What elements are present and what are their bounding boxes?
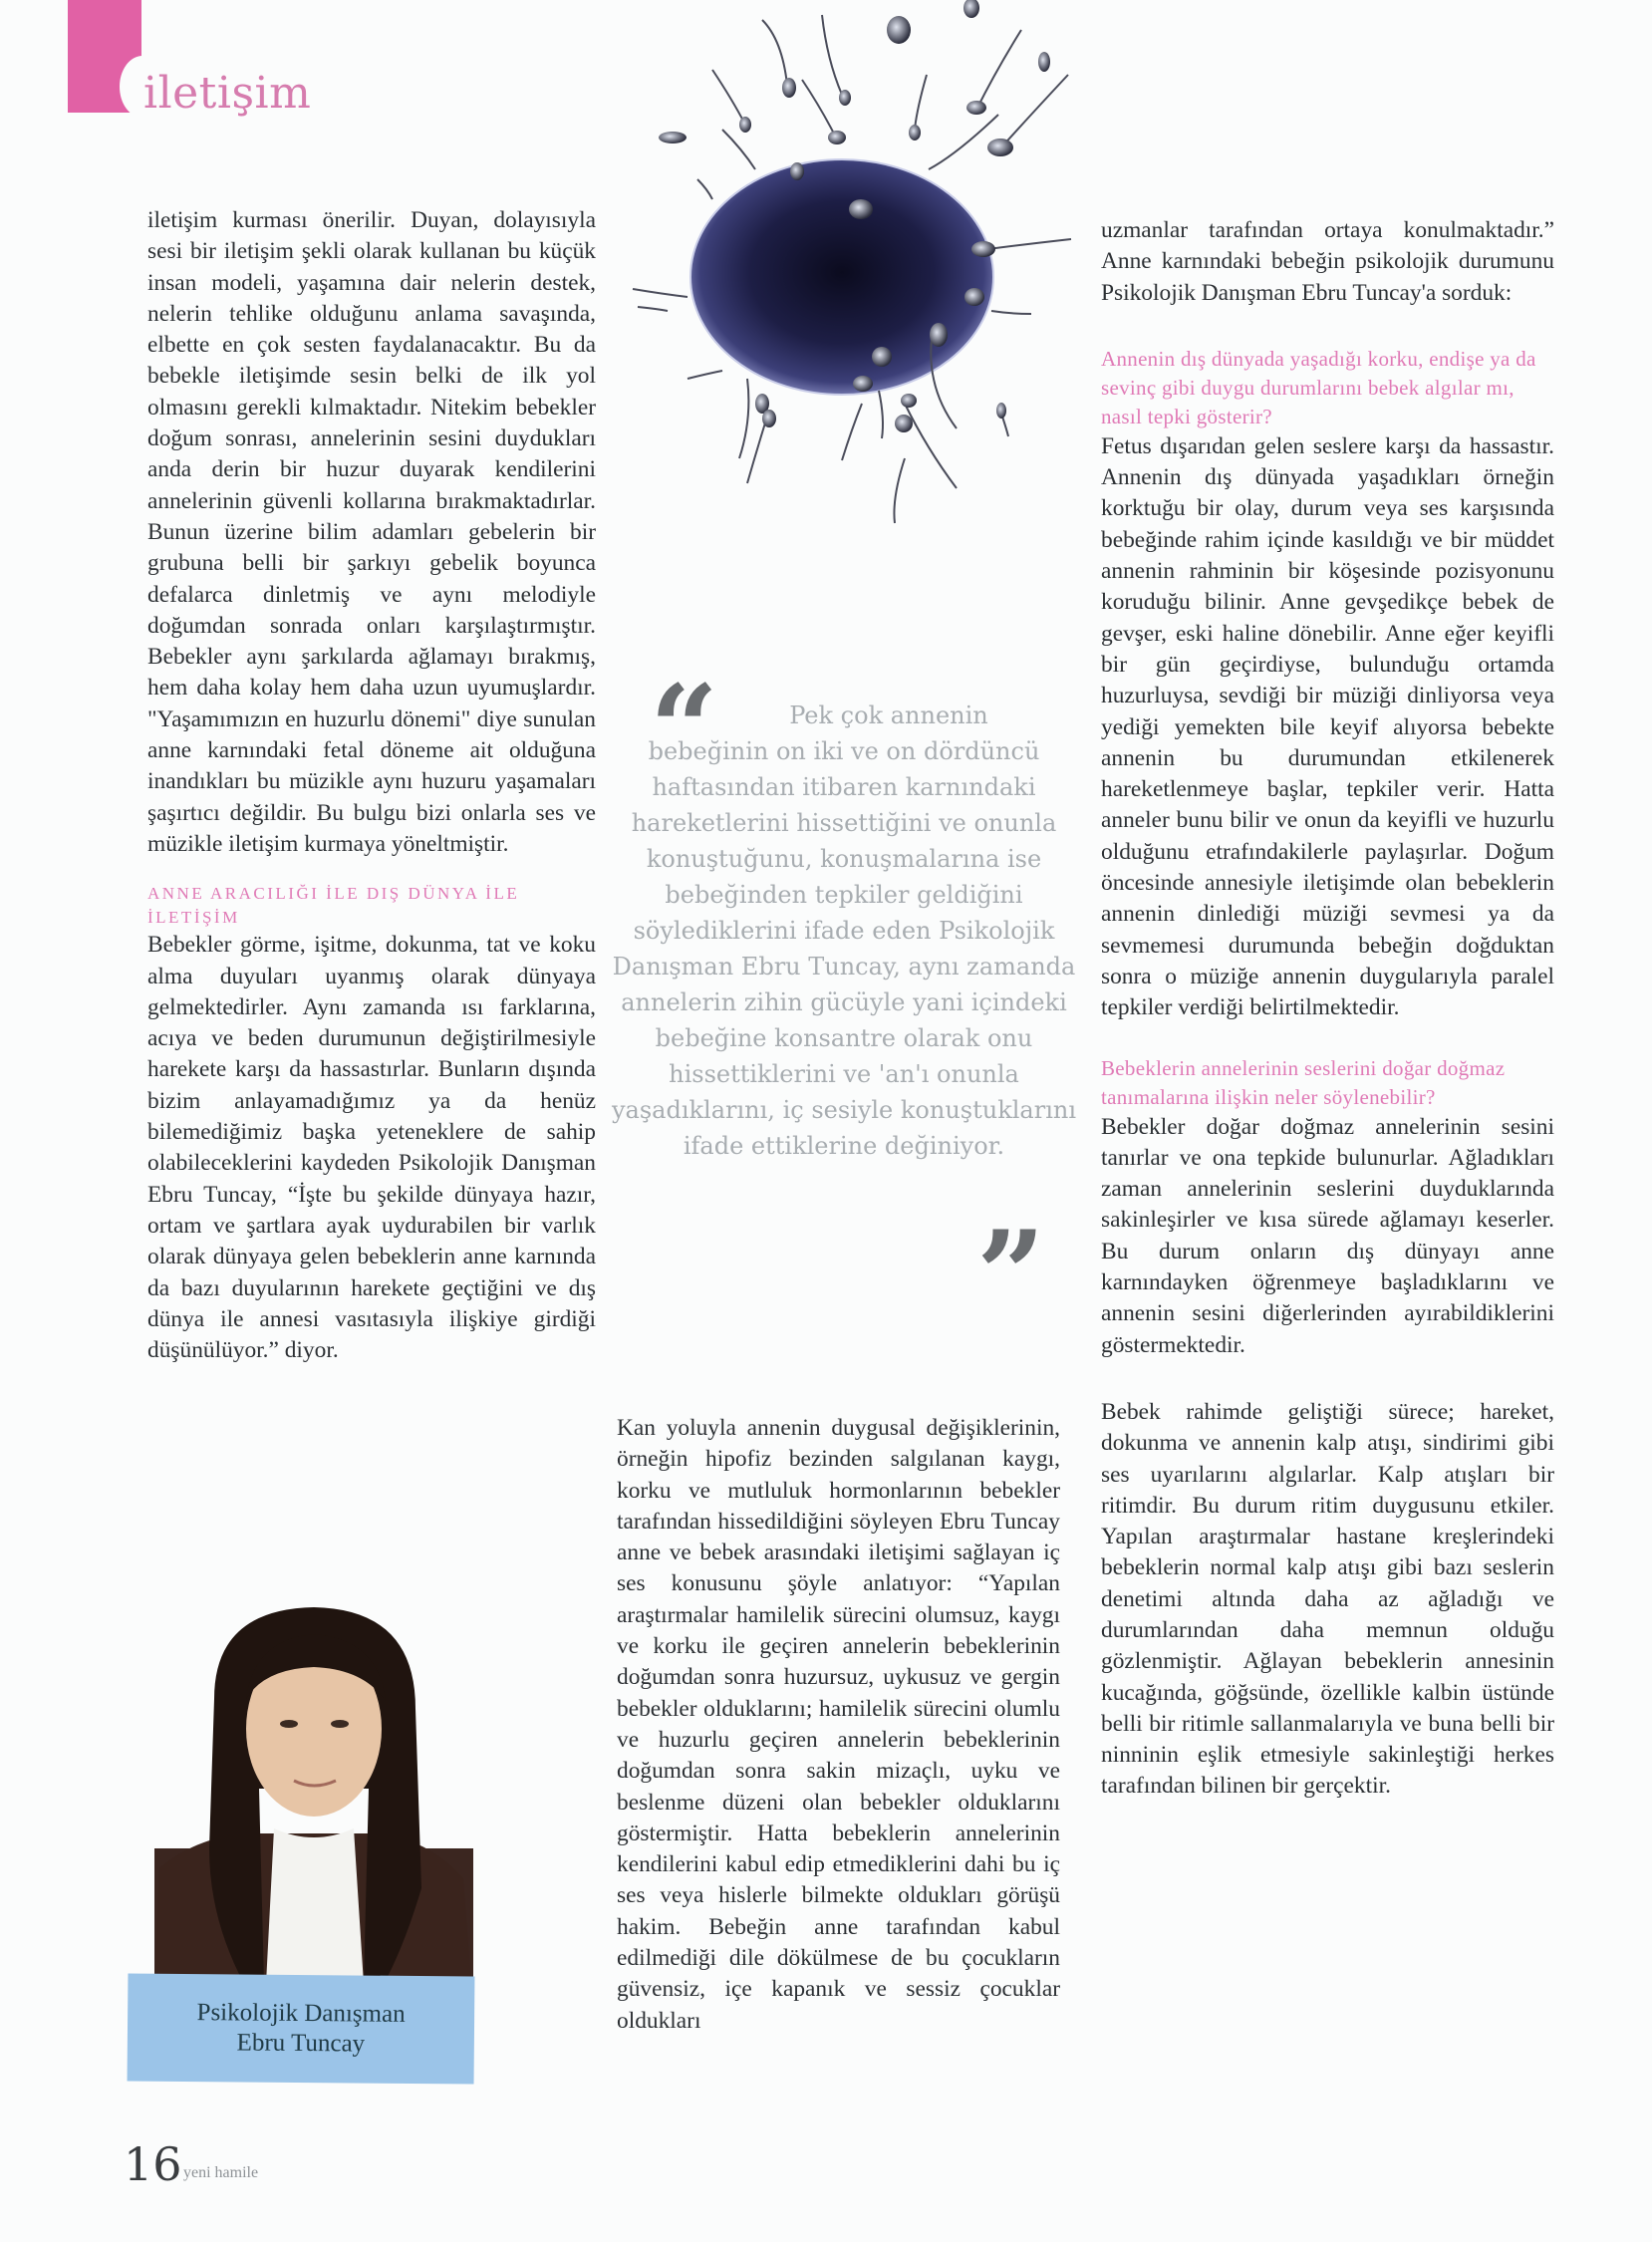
subheading: ANNE ARACILIĞI İLE DIŞ DÜNYA İLE İLETİŞİM bbox=[147, 884, 520, 928]
caption-title: Psikolojik Danışman bbox=[196, 1999, 406, 2028]
body-paragraph: uzmanlar tarafından ortaya konulmaktadır.” Anne karnındaki bebeğin psikolojik durumunu Psikolojik Danışman Ebru Tuncay'a sorduk: bbox=[1101, 217, 1554, 306]
interview-answer: Bebekler doğar doğmaz annelerinin sesini tanırlar ve ona tepkide bulunurlar. Ağladıkları zaman annelerinin seslerini duyduklarında sakinleşirler ve kısa sürede ağlamayı keserler. Bu durum onların dış dünyayı anne karnındayken öğrenmeye başladıklarını ve annenin sesini diğerlerinden ayırabildiklerini göstermektedir. bbox=[1101, 1113, 1554, 1358]
egg-cell bbox=[690, 159, 993, 395]
body-paragraph: Kan yoluyla annenin duygusal değişiklerinin, örneğin hipofiz bezinden salgılanan kaygı, korku ve mutluluk hormonlarının bebekler tarafından hissedildiğini söyleyen Ebru Tuncay anne ve bebek arasındaki iletişimi sağlayan iç ses konusunu şöyle anlatıyor: “Yapılan araştırmalar hamilelik sürecini olumsuz, kaygı ve korku ile geçiren annelerin bebeklerinin doğumdan sonra huzursuz, uykusuz ve gergin bebekler olduklarını; hamilelik sürecini olumlu ve huzurlu geçiren annelerin bebeklerinin doğumdan sonra sakin mizaçlı, uyku ve beslenme düzeni olan bebekler olduklarını göstermiştir. Hatta bebeklerin annelerinin kendilerini kabul edip etmediklerini dahi bu iç ses veya hislerle bilmekte oldukları görüşü hakim. Bebeğin anne tarafından kabul edilmediği dile dökülmese de bu çocukların güvensiz, içe kapanık ve sessiz çocuklar oldukları bbox=[617, 1415, 1060, 2034]
body-paragraph: Bebek rahimde geliştiği sürece; hareket, dokunma ve annenin kalp atışı, sindirimi gibi ses uyarılarını algılarlar. Kalp atışları bir ritimdir. Bu durum ritim duygusunu etkiler. Yapılan araştırmalar hastane kreşlerindeki bebeklerin normal kalp atışı gibi bazı seslerin denetimi altında daha az ağladığı ve durumlarından daha memnun olduğu gözlenmiştir. Ağlayan bebeklerin annesinin kucağında, göğsünde, özellikle kalbin üstünde belli bir ritimle sallanmalarıyla ve buna belli bir ninninin eşlik etmesiyle sakinleştiği herkes tarafından bilinen bir gerçektir. bbox=[1101, 1398, 1554, 1800]
article-column-middle bbox=[617, 1413, 1060, 2037]
page-number: 16 bbox=[124, 2137, 182, 2191]
photo-caption bbox=[128, 1973, 475, 2084]
article-column-left bbox=[147, 205, 596, 1366]
magazine-name: yeni hamile bbox=[183, 2164, 259, 2181]
portrait-photo bbox=[154, 1589, 473, 1984]
body-paragraph: iletişim kurması önerilir. Duyan, dolayısıyla sesi bir iletişim şekli olarak kullanan bu küçük insan modeli, yaşamına dair nelerin destek, nelerin tehlike olduğunu anlama savaşında, elbette en çok sesten faydalanacaktır. Bu da bebekle iletişimde sesin belki de ilk yol olmasını gerekli kılmaktadır. Nitekim bebekler doğum sonrası, annelerinin sesini duydukları anda derin bir huzur duyarak kendilerini annelerinin güvenli kollarına bırakmaktadırlar. Bunun üzerine bilim adamları gebelerin bir grubuna belli bir şarkıyı gebelik boyunca defalarca dinletmiş ve aynı melodiyle doğumdan sonrada onları karşılaştırmıştır. Bebekler aynı şarkılarda ağlamayı bırakmış, hem daha kolay hem daha uzun uyumuşlardır. "Yaşamımızın en huzurlu dönemi" diye sunulan anne karnındaki fetal döneme ait olduğuna inandıkları bu müzikle aynı huzuru yaşamaları şaşırtıcı değildir. Bu bulgu bizi onlarla ses ve müzikle iletişim kurmaya yöneltmiştir. bbox=[147, 207, 596, 857]
pull-quote bbox=[610, 698, 1078, 1164]
interview-question: Bebeklerin annelerinin seslerini doğar doğmaz tanımalarına ilişkin neler söylenebilir? bbox=[1101, 1055, 1506, 1109]
pull-quote-lead: Pek çok annenin bbox=[789, 701, 988, 729]
interview-question: Annenin dış dünyada yaşadığı korku, endişe ya da sevinç gibi duygu durumlarını bebek algılar mı, nasıl tepki gösterir? bbox=[1101, 346, 1536, 428]
section-title: iletişim bbox=[143, 68, 312, 119]
portrait-illustration bbox=[154, 1589, 473, 1984]
interview-answer: Fetus dışarıdan gelen seslere karşı da hassastır. Annenin dış dünyada yaşadıkları örneğin korktuğu bir olay, durum veya ses karşısında bebeğinde rahim içinde kasıldığı ve bir müddet annenin rahminin bir köşesinde pozisyonunu koruduğu bilinir. Anne gevşedikçe bebek de gevşer, eski haline dönebilir. Anne eğer keyifli bir gün geçirdiyse, bulunduğu ortamda huzurluysa, sevdiği bir müziği dinliyorsa veya yediği yemekten bile keyif alıyorsa bebekte annenin bu durumundan etkilenerek hareketlenmeye başlar, tepkiler verir. Hatta anneler bunu bilir ve onun da keyifli ve huzurlu olduğunu etrafındakilerle paylaşırlar. Doğum öncesinde annesiyle iletişimde olan bebeklerin annenin dinlediği müziği sevmesi ya da sevmemesi durumunda bebeğin doğduktan sonra o müziğe annenin duygularıyla paralel tepkiler verdiği belirtilmektedir. bbox=[1101, 432, 1554, 1021]
pull-quote-text: bebeğinin on iki ve on dördüncü haftasından itibaren karnındaki hareketlerini hissettiğini ve onunla konuştuğunu, konuşmalarına ise bebeğinden tepkiler geldiğini söylediklerini ifade eden Psikolojik Danışman Ebru Tuncay, aynı zamanda annelerin zihin gücüyle yani içindeki bebeğine konsantre olarak onu hissettiklerini ve 'an'ı onunla yaşadıklarını, iç sesiyle konuştuklarını ifade ettiklerine değiniyor. bbox=[611, 737, 1077, 1160]
close-quote-icon: ” bbox=[976, 1205, 1046, 1345]
egg-sperm-illustration bbox=[618, 0, 1076, 678]
body-paragraph: Bebekler görme, işitme, dokunma, tat ve koku alma duyuları uyanmış olarak dünyaya gelmektedirler. Aynı zamanda ısı farklarına, acıya ve beden durumunun değiştirilmesiyle harekete karşı da hassastırlar. Bunların dışında bizim anlayamadığımız ya da henüz bilemediğimiz başka yeteneklere de sahip olabileceklerini kaydeden Psikolojik Danışman Ebru Tuncay, “İşte bu şekilde dünyaya hazır, ortam ve şartlara ayak uydurabilen bir varlık olarak dünyaya gelen bebeklerin anne karnında da bazı duyularının harekete geçtiğini ve dış dünya ile annesi vasıtasıyla ilişkiye girdiği düşünülüyor.” diyor. bbox=[147, 932, 596, 1364]
article-column-right bbox=[1101, 215, 1554, 1803]
caption-name: Ebru Tuncay bbox=[236, 2029, 366, 2058]
open-quote-icon: “ bbox=[650, 659, 719, 799]
